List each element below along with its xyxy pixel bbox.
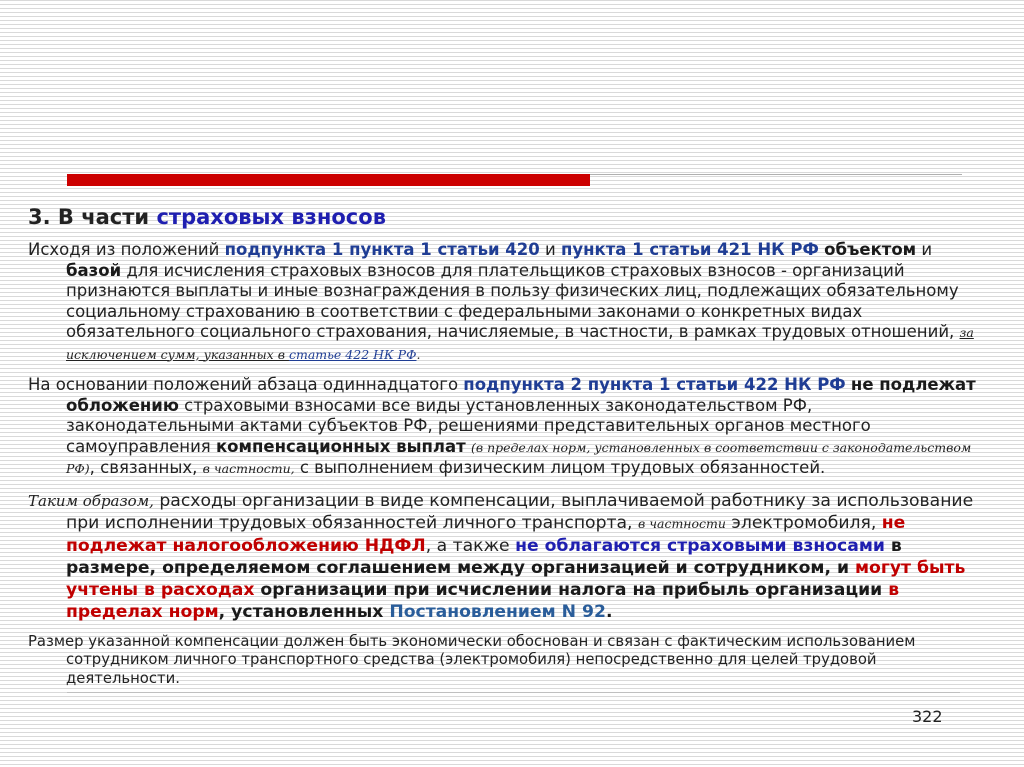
page-number: 322 bbox=[912, 707, 943, 726]
law-link[interactable]: Постановлением N 92 bbox=[389, 601, 606, 622]
text: На основании положений абзаца одиннадцатого bbox=[28, 375, 464, 394]
bold-term: компенсационных выплат bbox=[215, 436, 466, 456]
heading-prefix: 3. В части bbox=[28, 205, 157, 229]
heading-highlight: страховых взносов bbox=[156, 205, 386, 229]
bold-text: организации при исчислении налога на прибыль организации bbox=[254, 579, 889, 600]
bold-term: базой bbox=[66, 260, 122, 280]
text: расходы организации в виде компенсации, выплачиваемой работнику за использование при исполнении трудовых обязанностей личного транспорта, bbox=[66, 490, 974, 533]
bold-text: . bbox=[605, 601, 613, 622]
text: и bbox=[539, 240, 561, 259]
italic-note: в частности bbox=[637, 515, 726, 531]
italic-note: Таким образом, bbox=[28, 491, 154, 510]
bold-term: не подлежат обложению bbox=[66, 375, 976, 415]
highlight-red: в пределах норм bbox=[66, 579, 900, 622]
paragraph-exemptions bbox=[28, 375, 983, 480]
bold-text: , установленных bbox=[218, 601, 390, 622]
text: электромобиля, bbox=[725, 512, 882, 533]
italic-note: (в пределах норм, установленных в соответствии с законодательством РФ) bbox=[66, 439, 972, 476]
bold-text: в размере, определяемом соглашением между организацией и сотрудником, и bbox=[66, 535, 902, 578]
law-link[interactable]: статье 422 НК РФ bbox=[288, 346, 417, 362]
law-link[interactable]: пункта 1 статьи 421 НК РФ bbox=[560, 240, 819, 259]
red-header-bar bbox=[67, 174, 590, 186]
law-link[interactable]: подпункта 1 пункта 1 статьи 420 bbox=[224, 240, 540, 259]
highlight-red: не подлежат налогообложению НДФЛ bbox=[66, 512, 906, 556]
law-link[interactable]: подпункта 2 пункта 1 статьи 422 НК РФ bbox=[463, 375, 846, 394]
highlight-red: могут быть учтены в расходах bbox=[66, 557, 966, 600]
top-divider-line bbox=[590, 174, 962, 175]
text: для исчисления страховых взносов для плательщиков страховых взносов - организаций признаются выплаты и иные вознаграждения в пользу физических лиц, подлежащих обязательному социальному страхованию в соответствии с федеральными законами о конкретных видах обязательного социального страхования, начисляемые, в частности, в рамках трудовых отношений, bbox=[66, 260, 960, 341]
highlight-blue: не облагаются страховыми взносами bbox=[515, 535, 885, 556]
bottom-divider-line bbox=[67, 692, 960, 693]
text: , связанных, bbox=[89, 458, 203, 477]
text: и bbox=[916, 240, 933, 259]
section-heading bbox=[28, 203, 983, 231]
text: Исходя из положений bbox=[28, 240, 225, 259]
text: страховыми взносами все виды установленных законодательством РФ, законодательными актами субъектов РФ, решениями представительных органов местного самоуправления bbox=[66, 395, 871, 456]
text: с выполнением физическим лицом трудовых обязанностей. bbox=[294, 458, 826, 477]
bold-term: объектом bbox=[824, 240, 917, 259]
paragraph-objects-base bbox=[28, 240, 983, 365]
italic-note: за исключением сумм, указанных в bbox=[66, 325, 974, 362]
slide-content bbox=[28, 203, 983, 698]
text: , а также bbox=[425, 535, 516, 556]
text: Размер указанной компенсации должен быть экономически обоснован и связан с фактическим использованием сотрудником личного транспортного средства (электромобиля) непосредственно для целей трудовой деятельности. bbox=[28, 632, 916, 687]
paragraph-compensation-size bbox=[28, 633, 983, 689]
italic-note: в частности, bbox=[202, 461, 295, 476]
paragraph-conclusion bbox=[28, 490, 983, 623]
italic-note: . bbox=[416, 346, 421, 362]
